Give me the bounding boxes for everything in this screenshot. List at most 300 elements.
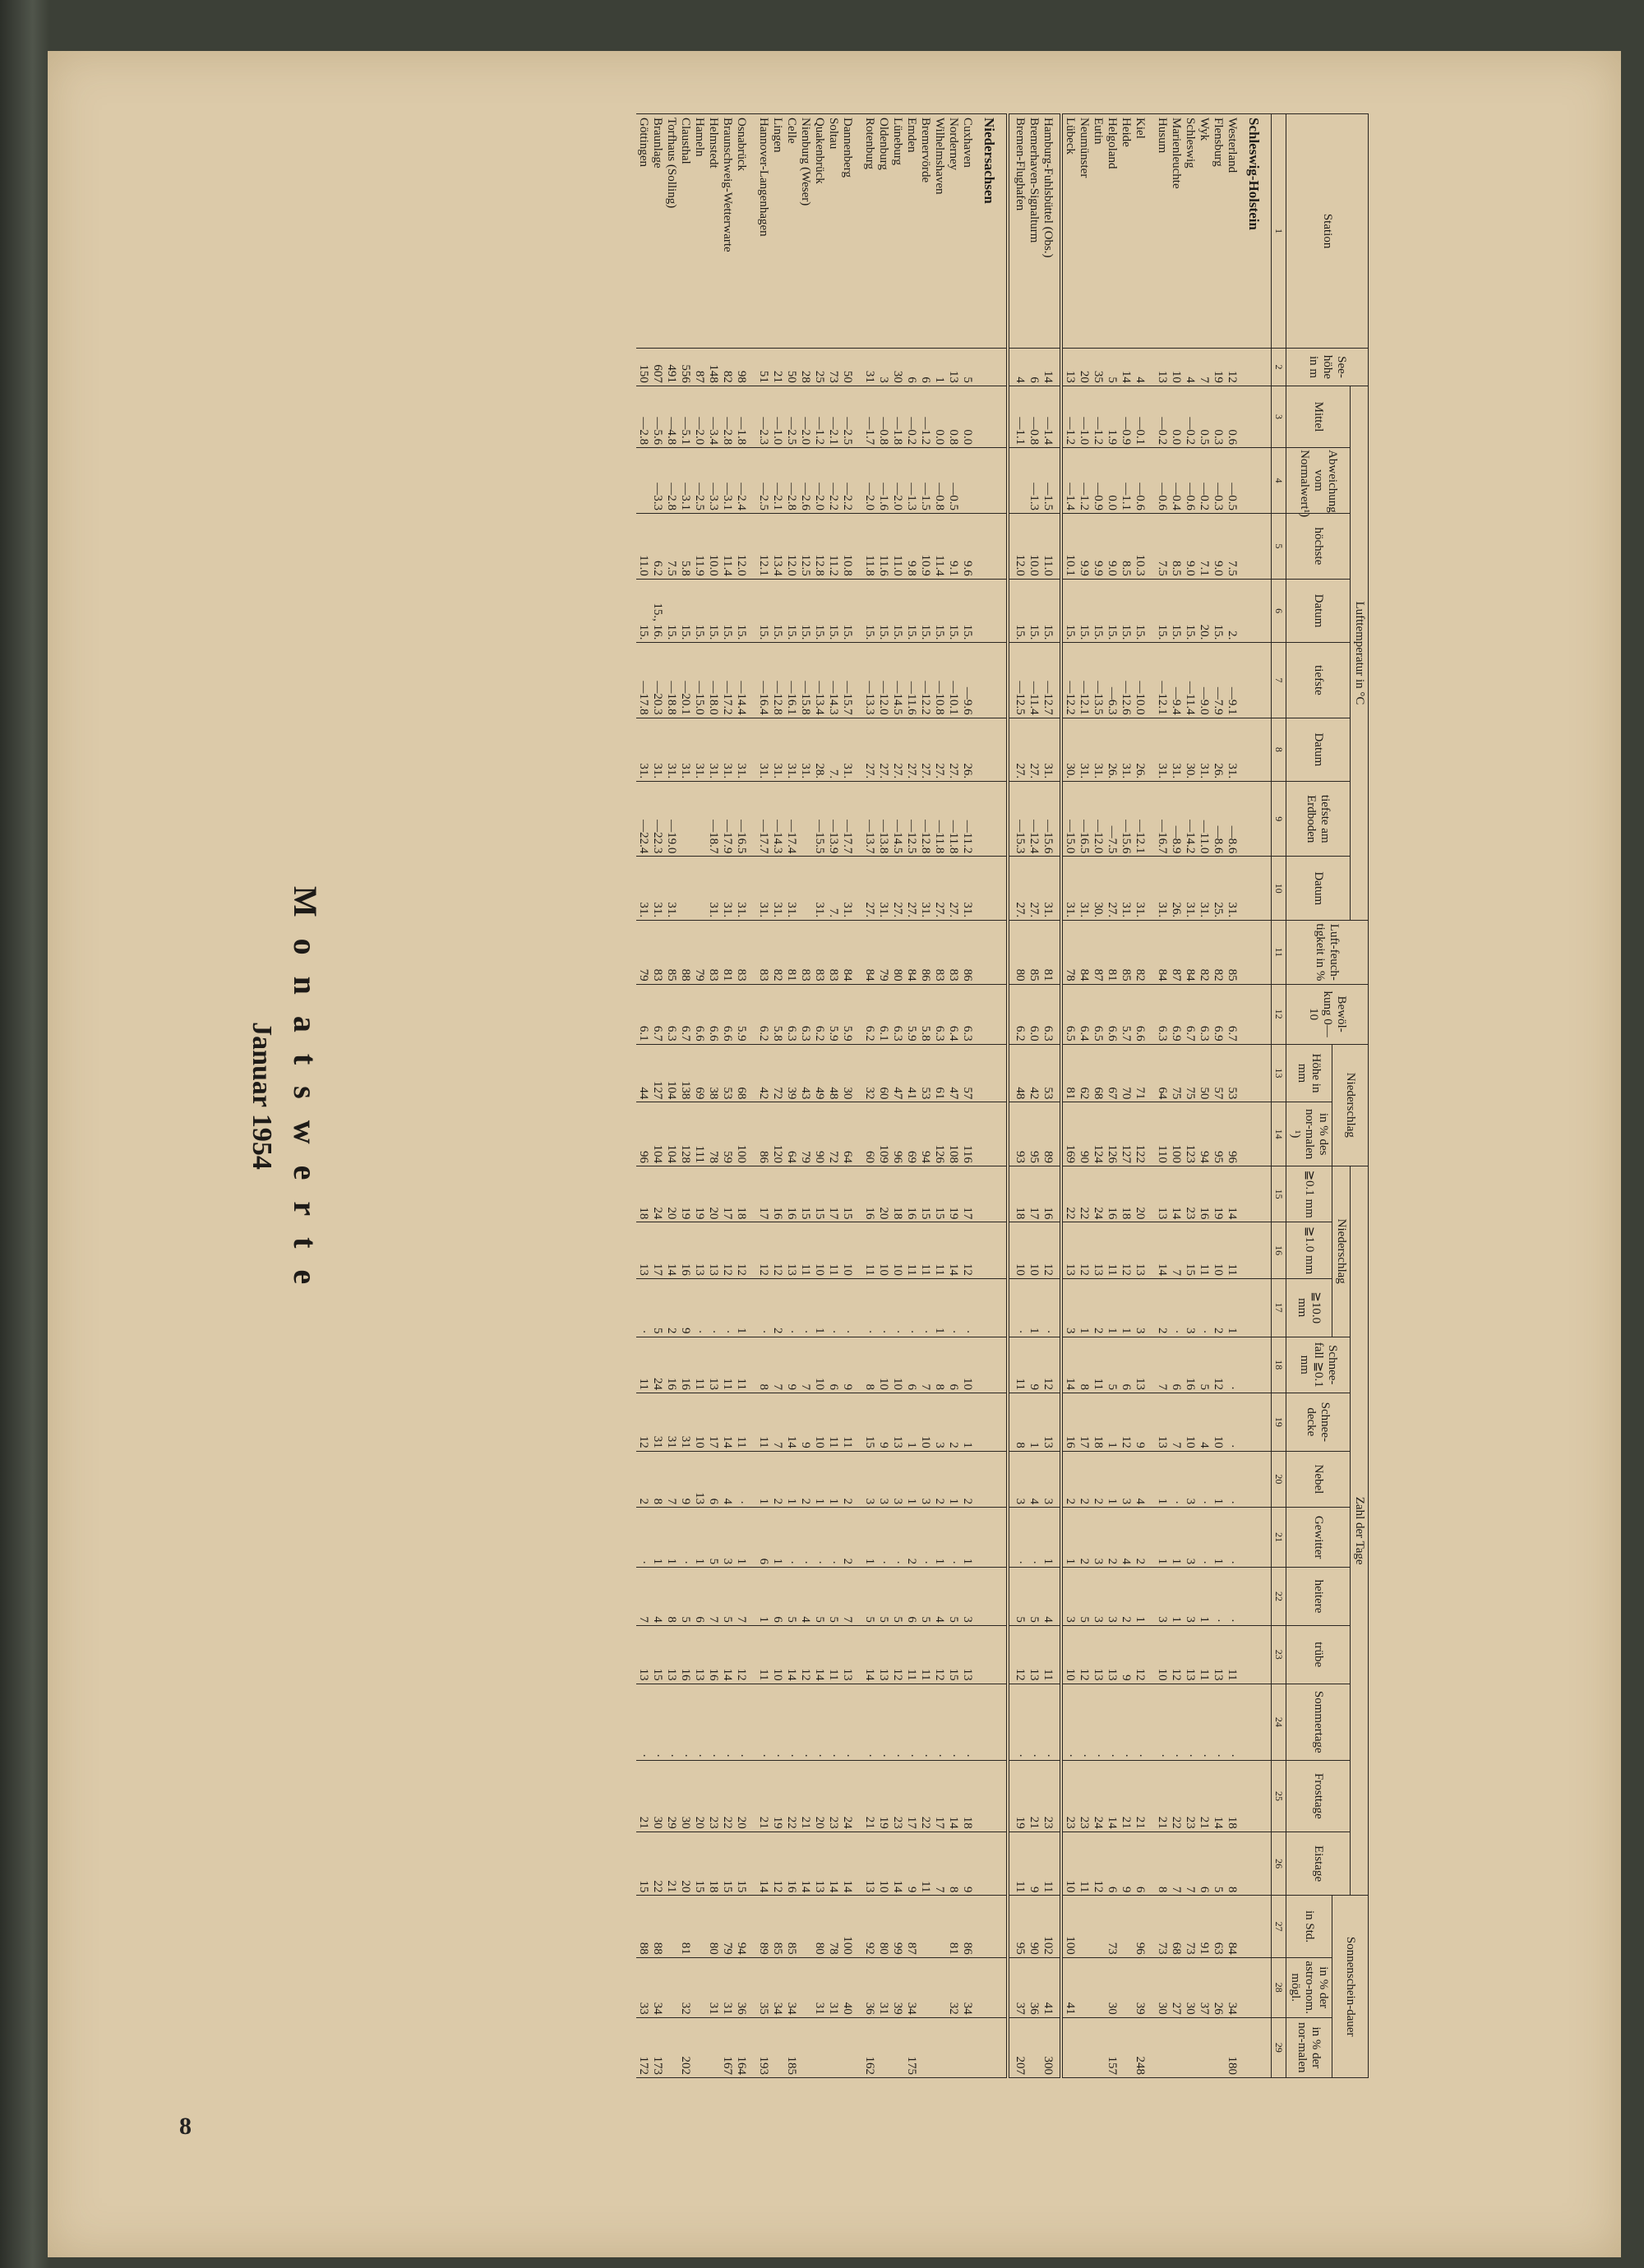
column-number: 17 — [1272, 1278, 1286, 1337]
table-cell: 30. — [1183, 718, 1197, 782]
table-cell: 3 — [932, 1393, 946, 1451]
table-cell: —13.9 — [826, 782, 840, 857]
table-cell: 23 — [1077, 1761, 1091, 1832]
table-cell: 13 — [1211, 1625, 1225, 1684]
table-cell: 10 — [692, 1393, 706, 1451]
header-zahl-der-tage: Zahl der Tage — [1351, 1166, 1369, 1895]
empty-cell — [1239, 1451, 1272, 1507]
empty-cell — [974, 718, 1008, 782]
table-cell: 12.1 — [756, 513, 770, 579]
table-cell: 23 — [1183, 1761, 1197, 1832]
empty-cell — [974, 448, 1008, 514]
table-cell: —12.1 — [1077, 643, 1091, 718]
table-cell: 2 — [1077, 1451, 1091, 1507]
table-cell: 8 — [862, 1337, 876, 1393]
table-cell: 16 — [862, 1166, 876, 1222]
table-cell: 3 — [876, 349, 890, 386]
table-cell: 138 — [678, 1044, 692, 1102]
table-cell: —1.3 — [904, 448, 918, 514]
table-cell: 5 — [890, 1568, 904, 1626]
header-sommertage: Sommertage — [1286, 1684, 1351, 1761]
table-cell: 15 — [692, 1831, 706, 1896]
table-cell: 10 — [1061, 1625, 1077, 1684]
table-cell: · — [890, 1684, 904, 1761]
table-cell: 1 — [1169, 1508, 1183, 1568]
table-cell: 1 — [1169, 1568, 1183, 1626]
table-cell: 20 — [812, 1761, 826, 1832]
table-cell: 11 — [1041, 1625, 1061, 1684]
table-cell: 37 — [1197, 1957, 1211, 2017]
empty-cell — [974, 1625, 1008, 1684]
table-cell: 5 — [1077, 1568, 1091, 1626]
table-cell: 11 — [734, 1337, 756, 1393]
table-cell: —11.8 — [946, 782, 960, 857]
table-cell: 84 — [1155, 921, 1169, 985]
table-cell: —12.0 — [876, 643, 890, 718]
table-cell: 11 — [918, 1831, 932, 1896]
table-cell: · — [1211, 1568, 1225, 1626]
table-cell: · — [960, 1278, 974, 1337]
station-row — [650, 114, 664, 2078]
table-cell: 31. — [706, 718, 720, 782]
table-cell: 6 — [1133, 1831, 1155, 1896]
table-cell: 15 — [650, 1625, 664, 1684]
table-cell: 21 — [1133, 1761, 1155, 1832]
table-cell: 16 — [678, 1222, 692, 1278]
table-cell: 31. — [1041, 857, 1061, 921]
table-cell: 109 — [876, 1102, 890, 1166]
table-cell: —12.0 — [1091, 782, 1105, 857]
table-cell: 21 — [770, 349, 784, 386]
table-cell: 31. — [1119, 718, 1133, 782]
table-cell: · — [876, 1508, 890, 1568]
table-cell — [1155, 2017, 1169, 2077]
table-cell: 31. — [876, 857, 890, 921]
table-cell: 3 — [1061, 1568, 1077, 1626]
table-cell: 18 — [960, 1761, 974, 1832]
table-cell: · — [784, 1508, 798, 1568]
table-cell: 84 — [1225, 1896, 1239, 1957]
table-cell: —0.6 — [1155, 448, 1169, 514]
station-row — [784, 114, 798, 2078]
table-cell: 96 — [1133, 1896, 1155, 1957]
table-cell: 11 — [840, 1393, 862, 1451]
table-cell: 31. — [812, 857, 826, 921]
table-cell: 15. — [1211, 579, 1225, 643]
table-cell: 81 — [946, 1896, 960, 1957]
empty-cell — [1239, 579, 1272, 643]
table-cell: —16.5 — [1077, 782, 1091, 857]
table-cell: 25. — [1211, 857, 1225, 921]
table-cell: 12 — [1225, 349, 1239, 386]
table-cell: 3 — [960, 1568, 974, 1626]
empty-cell — [1239, 1222, 1272, 1278]
table-cell: 1 — [826, 1451, 840, 1507]
table-cell: 3 — [1183, 1278, 1197, 1337]
empty-cell — [974, 349, 1008, 386]
table-cell: 1 — [650, 1508, 664, 1568]
table-cell: · — [932, 1684, 946, 1761]
table-cell — [932, 1957, 946, 2017]
table-cell: 3 — [1155, 1568, 1169, 1626]
table-cell: —1.5 — [1041, 448, 1061, 514]
table-cell: 12 — [720, 1222, 734, 1278]
column-number: 26 — [1272, 1831, 1286, 1896]
table-cell: 27 — [1169, 1957, 1183, 2017]
table-cell: 15. — [918, 579, 932, 643]
table-cell: 15. — [932, 579, 946, 643]
table-cell: · — [756, 1684, 770, 1761]
table-cell: 11 — [756, 1625, 770, 1684]
header-nebel: Nebel — [1286, 1451, 1351, 1507]
table-cell: 6 — [826, 1337, 840, 1393]
table-cell — [636, 448, 650, 514]
table-cell: 11 — [1041, 1831, 1061, 1896]
table-cell: 31. — [1155, 857, 1169, 921]
empty-cell — [1239, 1508, 1272, 1568]
table-cell: 78 — [826, 1896, 840, 1957]
empty-cell — [1239, 1684, 1272, 1761]
station-name: Oldenburg — [876, 114, 890, 349]
table-cell — [692, 2017, 706, 2077]
table-cell: 13 — [1091, 1625, 1105, 1684]
table-cell: —0.8 — [1027, 386, 1041, 447]
table-cell: 27. — [1105, 857, 1119, 921]
table-cell: 6.6 — [706, 984, 720, 1044]
table-cell: 30 — [1155, 1957, 1169, 2017]
table-cell: 19 — [876, 1761, 890, 1832]
table-cell: · — [1225, 1684, 1239, 1761]
table-cell: —12.1 — [1133, 782, 1155, 857]
table-cell: 12 — [770, 1831, 784, 1896]
table-cell: 9 — [1119, 1831, 1133, 1896]
table-cell: 16 — [770, 1166, 784, 1222]
table-cell: —2.5 — [756, 448, 770, 514]
table-cell: 10 — [1008, 1222, 1027, 1278]
table-cell: —14.3 — [826, 643, 840, 718]
table-cell: 6 — [1197, 1831, 1211, 1896]
table-cell: 53 — [720, 1044, 734, 1102]
table-cell: 10.8 — [840, 513, 862, 579]
table-cell — [1183, 2017, 1197, 2077]
header-in-std: in Std. — [1286, 1896, 1332, 1957]
table-cell: 83 — [734, 921, 756, 985]
station-row — [1155, 114, 1169, 2078]
table-cell: 99 — [890, 1896, 904, 1957]
table-cell: 88 — [650, 1896, 664, 1957]
table-cell: 7 — [1183, 1831, 1197, 1896]
table-cell: 7. — [826, 718, 840, 782]
region-name: Schleswig-Holstein — [1239, 114, 1272, 349]
table-cell — [798, 1957, 812, 2017]
table-cell: 6.6 — [720, 984, 734, 1044]
table-cell: 15. — [720, 579, 734, 643]
table-cell: 85 — [770, 1896, 784, 1957]
station-name: Neumünster — [1077, 114, 1091, 349]
table-cell: 13 — [784, 1222, 798, 1278]
column-number: 18 — [1272, 1337, 1286, 1393]
table-cell: 12 — [1008, 1625, 1027, 1684]
table-cell: 31. — [1225, 857, 1239, 921]
table-cell: · — [918, 1278, 932, 1337]
table-cell: 53 — [1225, 1044, 1239, 1102]
table-cell: 10 — [876, 1222, 890, 1278]
table-cell: 1 — [1211, 1451, 1225, 1507]
table-cell: 11 — [904, 1625, 918, 1684]
station-row — [890, 114, 904, 2078]
table-cell: 22 — [1077, 1166, 1091, 1222]
table-cell: 13 — [1183, 1625, 1197, 1684]
table-cell: 126 — [932, 1102, 946, 1166]
table-cell: 207 — [1008, 2017, 1027, 2077]
header-seehoehe: See-höhe in m — [1286, 349, 1369, 386]
table-cell: 37 — [1008, 1957, 1027, 2017]
table-cell: 68 — [1169, 1896, 1183, 1957]
table-cell: · — [1077, 1684, 1091, 1761]
table-cell: —0.5 — [946, 448, 960, 514]
table-cell: 4 — [1041, 1568, 1061, 1626]
station-name: Hameln — [692, 114, 706, 349]
table-cell: 26. — [1211, 718, 1225, 782]
empty-cell — [1239, 857, 1272, 921]
table-cell: 12 — [734, 1625, 756, 1684]
table-cell: —2.0 — [692, 386, 706, 447]
table-cell: 87 — [692, 349, 706, 386]
table-cell: 14 — [946, 1761, 960, 1832]
station-row — [692, 114, 706, 2078]
table-cell: —12.5 — [904, 782, 918, 857]
table-cell: 15 — [918, 1166, 932, 1222]
table-cell: 31. — [664, 857, 678, 921]
empty-cell — [1239, 513, 1272, 579]
table-cell: 26 — [1211, 1957, 1225, 2017]
table-cell: 83 — [756, 921, 770, 985]
table-cell: 38 — [706, 1044, 720, 1102]
table-cell: 88 — [678, 921, 692, 985]
table-cell: 24 — [1091, 1166, 1105, 1222]
table-cell: 11 — [1091, 1337, 1105, 1393]
table-cell: 11.0 — [890, 513, 904, 579]
column-number: 29 — [1272, 2017, 1286, 2077]
table-cell: 95 — [1211, 1102, 1225, 1166]
table-cell: —11.6 — [904, 643, 918, 718]
table-cell: 1 — [932, 1278, 946, 1337]
header-normal: in % der nor-malen — [1286, 2017, 1332, 2077]
station-name: Lübeck — [1061, 114, 1077, 349]
table-cell: 71 — [1133, 1044, 1155, 1102]
empty-cell — [974, 1451, 1008, 1507]
station-row — [918, 114, 932, 2078]
table-cell: 3 — [1183, 1508, 1197, 1568]
table-cell: 86 — [960, 921, 974, 985]
table-cell: 22 — [784, 1761, 798, 1832]
table-cell: —12.5 — [1008, 643, 1027, 718]
table-cell: 30 — [1105, 1957, 1119, 2017]
table-cell: 6.5 — [1061, 984, 1077, 1044]
table-cell: —2.8 — [664, 448, 678, 514]
table-cell: 20 — [678, 1831, 692, 1896]
table-cell: 8 — [1155, 1831, 1169, 1896]
table-cell: 5 — [876, 1568, 890, 1626]
table-cell: 6 — [1119, 1337, 1133, 1393]
page-subtitle: Januar 1954 — [247, 1022, 277, 1170]
table-cell: 6.3 — [664, 984, 678, 1044]
table-cell: 10 — [840, 1222, 862, 1278]
table-cell — [960, 448, 974, 514]
column-number: 21 — [1272, 1508, 1286, 1568]
table-cell: 10 — [918, 1393, 932, 1451]
table-cell: 31 — [862, 349, 876, 386]
table-cell — [876, 2017, 890, 2077]
table-cell: 124 — [1091, 1102, 1105, 1166]
table-cell: 16 — [784, 1831, 798, 1896]
table-cell: 31. — [960, 857, 974, 921]
table-cell: —1.2 — [1091, 386, 1105, 447]
table-cell: 31 — [876, 1957, 890, 2017]
table-cell: · — [1008, 1278, 1027, 1337]
table-cell: · — [840, 1278, 862, 1337]
table-cell: 6 — [946, 1337, 960, 1393]
table-cell: · — [1105, 1684, 1119, 1761]
table-cell: —1.2 — [1077, 448, 1091, 514]
table-cell: 15., 16. — [650, 579, 664, 643]
table-cell — [1008, 448, 1027, 514]
table-cell: 2 — [1155, 1278, 1169, 1337]
table-cell: —1.4 — [1061, 448, 1077, 514]
table-cell: —0.3 — [1211, 448, 1225, 514]
station-name: Osnabrück — [734, 114, 756, 349]
table-cell: 14 — [1225, 1166, 1239, 1222]
station-name: Dannenberg — [840, 114, 862, 349]
table-cell: 15. — [756, 579, 770, 643]
table-cell: 11 — [734, 1393, 756, 1451]
table-cell: 23 — [890, 1761, 904, 1832]
table-cell: 173 — [650, 2017, 664, 2077]
table-cell: 180 — [1225, 2017, 1239, 2077]
table-cell: 1 — [784, 1451, 798, 1507]
table-cell: —15.5 — [812, 782, 826, 857]
empty-cell — [1239, 1278, 1272, 1337]
empty-cell — [1239, 1761, 1272, 1832]
table-cell: 11 — [1008, 1337, 1027, 1393]
table-cell: —2.6 — [798, 448, 812, 514]
table-cell: 12 — [1077, 1625, 1091, 1684]
table-cell: 41 — [904, 1044, 918, 1102]
station-row — [678, 114, 692, 2078]
table-cell: 31. — [918, 857, 932, 921]
empty-cell — [974, 1278, 1008, 1337]
table-cell: 14 — [840, 1831, 862, 1896]
table-cell: 13 — [840, 1625, 862, 1684]
table-cell: 5 — [1197, 1337, 1211, 1393]
table-cell: —18.0 — [706, 643, 720, 718]
table-cell: 10.3 — [1133, 513, 1155, 579]
table-cell: 23 — [1041, 1761, 1061, 1832]
page-number: 8 — [179, 2113, 192, 2140]
table-cell: 12 — [1091, 1831, 1105, 1896]
header-tiefste: tiefste — [1286, 643, 1351, 718]
empty-cell — [1239, 1831, 1272, 1896]
table-cell: 30 — [678, 1761, 692, 1832]
table-cell: 83 — [946, 921, 960, 985]
table-cell: 3 — [1133, 1278, 1155, 1337]
table-cell: 102 — [1041, 1896, 1061, 1957]
table-cell: · — [734, 1451, 756, 1507]
table-cell: 6 — [1105, 1831, 1119, 1896]
station-name: Husum — [1155, 114, 1169, 349]
table-cell: 73 — [826, 349, 840, 386]
table-cell: 2. — [1225, 579, 1239, 643]
table-cell: · — [826, 1508, 840, 1568]
column-number: 6 — [1272, 579, 1286, 643]
table-cell: 19 — [1211, 349, 1225, 386]
empty-cell — [974, 1684, 1008, 1761]
table-cell: 15 — [946, 1625, 960, 1684]
table-cell: 11 — [918, 1222, 932, 1278]
table-cell: 10 — [1169, 349, 1183, 386]
table-cell: 14 — [798, 1831, 812, 1896]
table-cell: 100 — [1169, 1102, 1183, 1166]
table-cell: 2 — [932, 1451, 946, 1507]
table-cell: 9.0 — [1211, 513, 1225, 579]
table-cell: 4 — [932, 1568, 946, 1626]
station-row — [1041, 114, 1061, 2078]
table-cell: 6 — [904, 1337, 918, 1393]
table-cell: 31 — [826, 1957, 840, 2017]
table-cell: 164 — [734, 2017, 756, 2077]
table-cell: 24 — [840, 1761, 862, 1832]
table-cell: 7.5 — [1225, 513, 1239, 579]
table-cell: 6 — [904, 349, 918, 386]
table-cell: 15. — [862, 579, 876, 643]
header-eistage: Eistage — [1286, 1831, 1351, 1896]
table-cell: 6.3 — [890, 984, 904, 1044]
table-cell — [1169, 2017, 1183, 2077]
table-cell: 11.4 — [932, 513, 946, 579]
column-number: 9 — [1272, 782, 1286, 857]
table-cell: —20.1 — [678, 643, 692, 718]
table-cell: 89 — [1041, 1102, 1061, 1166]
table-cell: 13 — [1091, 1222, 1105, 1278]
column-number: 23 — [1272, 1625, 1286, 1684]
header-schneefall: Schnee-fall ≧0.1 mm — [1286, 1337, 1351, 1393]
table-cell: 120 — [770, 1102, 784, 1166]
table-cell: · — [798, 1684, 812, 1761]
table-cell: 32 — [678, 1957, 692, 2017]
table-cell: 21 — [862, 1761, 876, 1832]
table-cell: 82 — [770, 921, 784, 985]
empty-cell — [1239, 2017, 1272, 2077]
table-cell: 27. — [890, 857, 904, 921]
table-cell: 12.0 — [734, 513, 756, 579]
table-cell: 11 — [1197, 1222, 1211, 1278]
table-cell — [932, 1896, 946, 1957]
table-cell: 9.9 — [1091, 513, 1105, 579]
table-cell: 14 — [890, 1831, 904, 1896]
table-cell: 10 — [1061, 1831, 1077, 1896]
table-cell: 79 — [692, 921, 706, 985]
table-cell: 19 — [1008, 1761, 1027, 1832]
table-cell: 27. — [932, 857, 946, 921]
table-cell: —1.2 — [1061, 386, 1077, 447]
table-cell: 12 — [1041, 1222, 1061, 1278]
table-cell: 81 — [678, 1896, 692, 1957]
table-cell: 30 — [1183, 1957, 1197, 2017]
table-cell: 15. — [1008, 579, 1027, 643]
table-cell: 1 — [734, 1278, 756, 1337]
table-cell: —2.0 — [812, 448, 826, 514]
table-cell: —2.2 — [840, 448, 862, 514]
